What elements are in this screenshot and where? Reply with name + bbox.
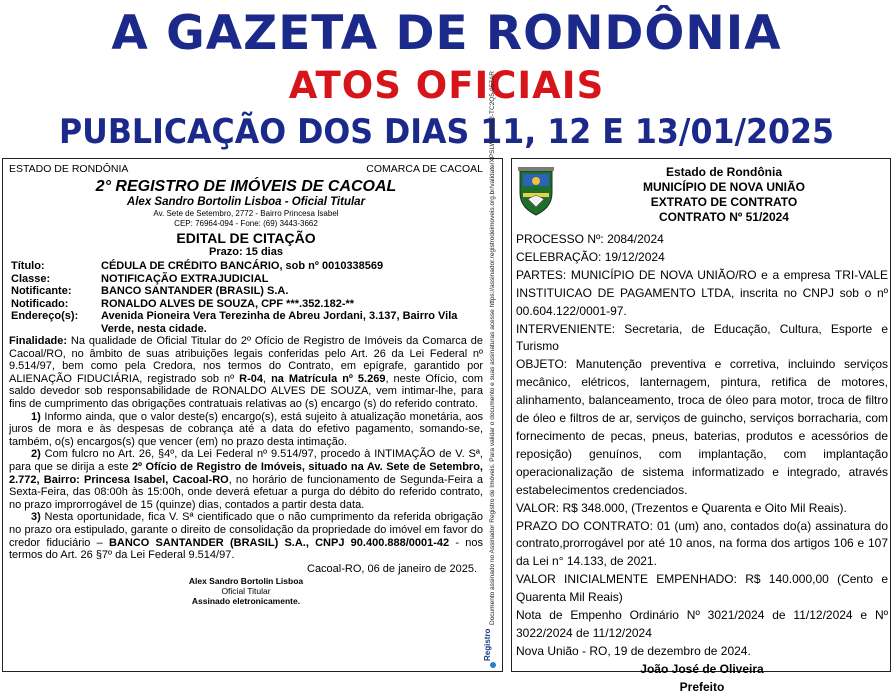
contract-body (516, 231, 888, 697)
celebracao-line: CELEBRAÇÃO: 19/12/2024 (516, 249, 665, 264)
publication-dates: PUBLICAÇÃO DOS DIAS 11, 12 E 13/01/2025 (58, 112, 835, 152)
field-row-endereco (9, 310, 483, 335)
field-value: CÉDULA DE CRÉDITO BANCÁRIO, sob nº 0010338569 (101, 260, 384, 272)
interveniente-line: INTERVENIENTE: Secretaria, de Educação, Cultura, Esporte e Turismo (516, 321, 888, 354)
state-name: Estado de Rondônia (665, 165, 782, 179)
field-key: Notificado: (11, 297, 69, 310)
officer-line: Alex Sandro Bortolin Lisboa - Oficial Titular (126, 196, 366, 208)
field-key: Notificante: (11, 285, 72, 297)
field-value: Avenida Pioneira Vera Terezinha de Abreu Jordani, 3.137, Bairro Vila Verde, nesta cidade. (101, 310, 458, 335)
state-label: ESTADO DE RONDÔNIA (9, 163, 129, 175)
field-row-titulo (9, 260, 483, 273)
notice-fields (9, 260, 483, 335)
empenhado-line: VALOR INICIALMENTE EMPENHADO: R$ 140.000,00 (Cento e Quarenta Mil Reais) (516, 572, 888, 605)
nota-empenho-line: Nota de Empenho Ordinário Nº 3021/2024 de 11/12/2024 e Nº 3022/2024 de 11/12/2024 (516, 608, 888, 640)
edital-heading: EDITAL DE CITAÇÃO (176, 230, 316, 246)
registro-logo-icon (484, 629, 502, 669)
signer-name: Alex Sandro Bortolin Lisboa (188, 575, 304, 586)
registry-office-address: 2º Ofício de Registro de Imóveis, situado na Av. Sete de Setembro, 2.772, Bairro: Princesa Isabel, Cacoal-RO (9, 460, 483, 486)
paragraph-number: 3) (31, 511, 41, 524)
paragraph-number: 1) (31, 410, 41, 423)
valor-line: VALOR: R$ 348.000, (Trezentos e Quarenta e Oito Mil Reais). (516, 500, 847, 515)
matricula-number: na Matrícula nº 5.269 (271, 372, 386, 385)
purpose-label: Finalidade: (9, 335, 68, 347)
contract-number: CONTRATO Nº 51/2024 (659, 210, 789, 224)
partes-line: PARTES: MUNICÍPIO DE NOVA UNIÃO/RO e a empresa TRI-VALE INSTITUICAO DE PAGAMENTO LTDA, inscrita no CNPJ sob o nº 00.604.122/0001-97. (516, 267, 888, 318)
validation-strip (487, 71, 501, 625)
field-row-notificante (9, 285, 483, 298)
paragraph-number: 2) (31, 448, 41, 461)
signer-role: Oficial Titular (221, 585, 271, 596)
extract-title: EXTRATO DE CONTRATO (650, 195, 798, 209)
purpose-paragraph (9, 335, 483, 411)
masthead (0, 0, 893, 158)
paragraph-text: Com fulcro no Art. 26, §4º, da Lei Federal nº 9.514/97, procedo à INTIMAÇÃO de V. Sª, para que se dirija a este (9, 448, 483, 473)
notice-date: Cacoal-RO, 06 de janeiro de 2025. (307, 562, 477, 575)
paragraph-text: , (263, 372, 272, 385)
paragraph-2 (9, 448, 483, 511)
processo-line: PROCESSO Nº: 2084/2024 (516, 232, 664, 246)
prazo-line: PRAZO DO CONTRATO: 01 (um) ano, contados do(a) assinatura do contrato,prorrogável por até 10 anos, na forma dos artigos 106 e 107 da Lei n° 14.133, de 2021. (516, 518, 888, 569)
field-value: BANCO SANTANDER (BRASIL) S.A. (101, 285, 289, 297)
county-label: COMARCA DE CACOAL (366, 163, 483, 175)
citation-notice-body (9, 163, 483, 606)
registry-address: Av. Sete de Setembro, 2772 - Bairro Princesa Isabel (153, 209, 339, 218)
electronic-signature-note: Assinado eletronicamente. (191, 595, 301, 606)
field-row-notificado (9, 298, 483, 311)
notice-header-row (9, 163, 483, 175)
registration-number: R-04 (239, 372, 263, 385)
newspaper-title: A GAZETA DE RONDÔNIA (111, 6, 782, 61)
paragraph-text: Na qualidade de Oficial Titular do 2º Ofício de Registro de Imóveis da Comarca de Cacoal/RO, no âmbito de suas atribuições legais conferidas pelo Art. 26 da Lei Federal nº 9.514/97, bem como pela Credora, nos termos do Contrato, em epígrafe, garantido por ALIENAÇÃO FIDUCIÁRIA, registrado sob nº (9, 335, 483, 385)
svg-text:Registro: Registro (483, 628, 492, 661)
paragraph-text: Nesta oportunidade, fica V. Sª cientificado que o não cumprimento da referida obrigação no prazo ora estipulado, garante o direito de consolidação da propriedade do imóvel em favor do credor fiduciário – (9, 511, 483, 549)
field-value: NOTIFICAÇÃO EXTRAJUDICIAL (101, 272, 269, 285)
municipality-name: MUNICÍPIO DE NOVA UNIÃO (642, 180, 805, 194)
local-date: Nova União - RO, 19 de dezembro de 2024. (516, 643, 751, 658)
paragraph-text: , no horário de funcionamento de Segunda-Feira a Sexta-Feira, das 08:00h às 15:00h, onde deverá efetuar a purga do débito do referido contrato, no prazo improrrogável de 15 (quinze) dias, contados a partir desta data. (9, 473, 483, 511)
creditor-name: BANCO SANTANDER (BRASIL) S.A., CNPJ 90.400.888/0001-42 (108, 536, 450, 549)
municipal-crest-icon (516, 165, 556, 217)
signer-name: João José de Oliveira (640, 661, 764, 676)
edital-deadline: Prazo: 15 dias (209, 246, 283, 258)
paragraph-text: - nos termos do Art. 26 §7º da Lei Federal 9.514/97. (9, 536, 483, 562)
contract-extract (511, 158, 891, 694)
contract-header (556, 165, 892, 225)
paragraph-text: Informo ainda, que o valor deste(s) encargo(s), está sujeito à atualização monetária, aos juros de mora e às despesas de cobrança até a data do efetivo pagamento, somando-se, também, o(s) encargos(s) que vencer (em) no prazo desta intimação. (9, 410, 483, 448)
signer-role: Prefeito (679, 679, 725, 694)
field-value: RONALDO ALVES DE SOUZA, CPF ***.352.182-** (101, 297, 355, 310)
field-row-classe (9, 273, 483, 286)
signature-block (9, 576, 483, 606)
paragraph-3 (9, 511, 483, 561)
paragraph-1 (9, 411, 483, 449)
field-key: Classe: (11, 272, 51, 285)
field-key: Endereço(s): (11, 310, 79, 322)
registry-title: 2° REGISTRO DE IMÓVEIS DE CACOAL (95, 178, 397, 195)
field-key: Título: (11, 260, 45, 272)
paragraph-text: , neste Ofício, com saldo devedor sob responsabilidade de RONALDO ALVES DE SOUZA, vem intimar-lhe, para fins de cumprimento das obrigações contratuais relativas ao (s) encargo (s) do referido contrato. (9, 372, 484, 410)
registry-contact: CEP: 76964-094 - Fone: (69) 3443-3662 (174, 219, 318, 228)
validation-text: Documento assinado no Assinador Registro de Imóveis. Para validar o documento e suas assinaturas acesse https://assinador.registrodeimoveis.org.br/validate/XPSLW-UPRN2-TC2Q5-957AR (489, 71, 496, 625)
objeto-line: OBJETO: Manutenção preventiva e corretiva, incluindo serviços mecânico, elétricos, lanternagem, pintura, retifica de motores, alinhamento, balanceamento, troca de óleo para motor, troca de filtro de óleo e filtros de ar, serviços de guincho, serviços borracharia, com fornecimento de pecas, pneus, baterias, produtos e acessórios de reposição) genuínos, com implantação, com implantação operacionalização de sistema informatizado e integrado, através estabelecimentos credenciados. (516, 357, 888, 497)
section-title: ATOS OFICIAIS (288, 64, 605, 107)
